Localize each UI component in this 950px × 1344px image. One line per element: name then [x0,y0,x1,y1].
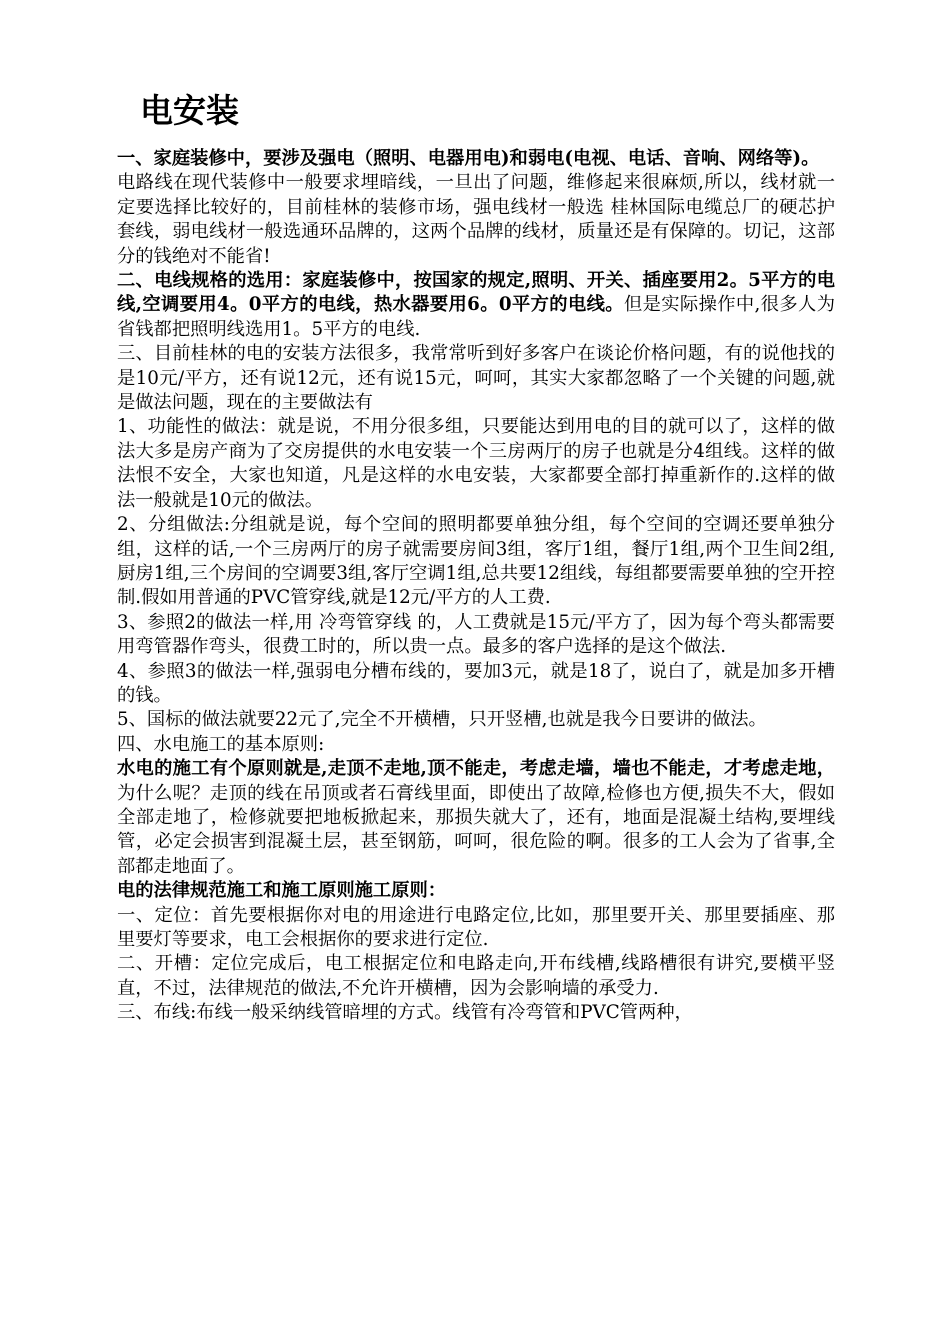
paragraph-4 [117,342,835,415]
paragraph-14 [117,952,835,1001]
paragraph-10 [117,733,835,757]
paragraph-15 [117,1001,835,1025]
paragraph-1-bold: 一、家庭装修中，要涉及强电（照明、电器用电)和弱电(电视、电话、音响、网络等)。 [117,148,820,169]
paragraph-10-text: 四、水电施工的基本原则: [117,733,325,755]
paragraph-1 [117,147,835,171]
paragraph-2 [117,171,835,269]
paragraph-3 [117,269,835,342]
paragraph-11-bold: 水电的施工有个原则就是,走顶不走地,顶不能走，考虑走墙，墙也不能走，才考虑走地， [117,758,835,780]
paragraph-13 [117,904,835,953]
paragraph-8 [117,660,835,709]
paragraph-6-text: 2、分组做法:分组就是说，每个空间的照明都要单独分组，每个空间的空调还要单独分组，这样的话,一个三房两厅的房子就需要房间3组，客厅1组，餐厅1组,两个卫生间2组,厨房1组,三个房间的空调要3组,客厅空调1组,总共要12组线，每组都要需要单独的空开控制.假如用普通的PVC管穿线,就是12元/平方的人工费. [117,514,835,609]
paragraph-5 [117,415,835,513]
paragraph-2-text: 电路线在现代装修中一般要求埋暗线，一旦出了问题，维修起来很麻烦,所以，线材就一定要选择比较好的，目前桂林的装修市场，强电线材一般选 桂林国际电缆总厂的硬芯护套线，弱电线材一般选通环品牌的，这两个品牌的线材，质量还是有保障的。切记，这部分的钱绝对不能省! [117,172,835,267]
document-body [117,147,835,1026]
paragraph-9 [117,708,835,732]
paragraph-12-bold: 电的法律规范施工和施工原则施工原则： [117,880,447,902]
paragraph-15-text: 三、布线:布线一般采纳线管暗埋的方式。线管有冷弯管和PVC管两种， [117,1002,693,1024]
paragraph-7-text: 3、参照2的做法一样,用 冷弯管穿线 的，人工费就是15元/平方了，因为每个弯头都需要用弯管器作弯头，很费工时的，所以贵一点。最多的客户选择的是这个做法. [117,611,835,658]
paragraph-14-text: 二、开槽：定位完成后，电工根据定位和电路走向,开布线槽,线路槽很有讲究,要横平竖直，不过，法律规范的做法,不允许开横槽，因为会影响墙的承受力. [117,953,835,999]
paragraph-8-text: 4、参照3的做法一样,强弱电分槽布线的，要加3元，就是18了，说白了，就是加多开槽的钱。 [117,660,835,706]
paragraph-3-bold: 二、电线规格的选用：家庭装修中，按国家的规定,照明、开关、插座要用2。5平方的电线,空调要用4。0平方的电线，热水器要用6。0平方的电线。 [117,270,835,316]
paragraph-11-text: 为什么呢？走顶的线在吊顶或者石膏线里面，即使出了故障,检修也方便,损失不大，假如全部走地了，检修就要把地板掀起来，那损失就大了，还有，地面是混凝土结构,要埋线管，必定会损害到混凝土层，甚至钢筋，呵呵，很危险的啊。很多的工人会为了省事,全部都走地面了。 [117,782,835,877]
paragraph-12 [117,879,835,903]
paragraph-13-text: 一、定位：首先要根据你对电的用途进行电路定位,比如，那里要开关、那里要插座、那里要灯等要求，电工会根据你的要求进行定位. [117,904,835,950]
paragraph-11 [117,757,835,879]
paragraph-7 [117,611,835,660]
paragraph-9-text: 5、国标的做法就要22元了,完全不开横槽，只开竖槽,也就是我今日要讲的做法。 [117,709,767,731]
document-title: 电安装 [140,91,239,130]
paragraph-6 [117,513,835,611]
paragraph-5-text: 1、功能性的做法：就是说，不用分很多组，只要能达到用电的目的就可以了，这样的做法大多是房产商为了交房提供的水电安装一个三房两厅的房子也就是分4组线。这样的做法恨不安全，大家也知道，凡是这样的水电安装，大家都要全部打掉重新作的.这样的做法一般就是10元的做法。 [117,416,835,511]
paragraph-4-text: 三、目前桂林的电的安装方法很多，我常常听到好多客户在谈论价格问题，有的说他找的是10元/平方，还有说12元，还有说15元，呵呵，其实大家都忽略了一个关键的问题,就是做法问题，现在的主要做法有 [117,343,835,414]
paragraph-3-text: 但是实际操作中,很多人为省钱都把照明线选用1。5平方的电线. [117,294,835,340]
